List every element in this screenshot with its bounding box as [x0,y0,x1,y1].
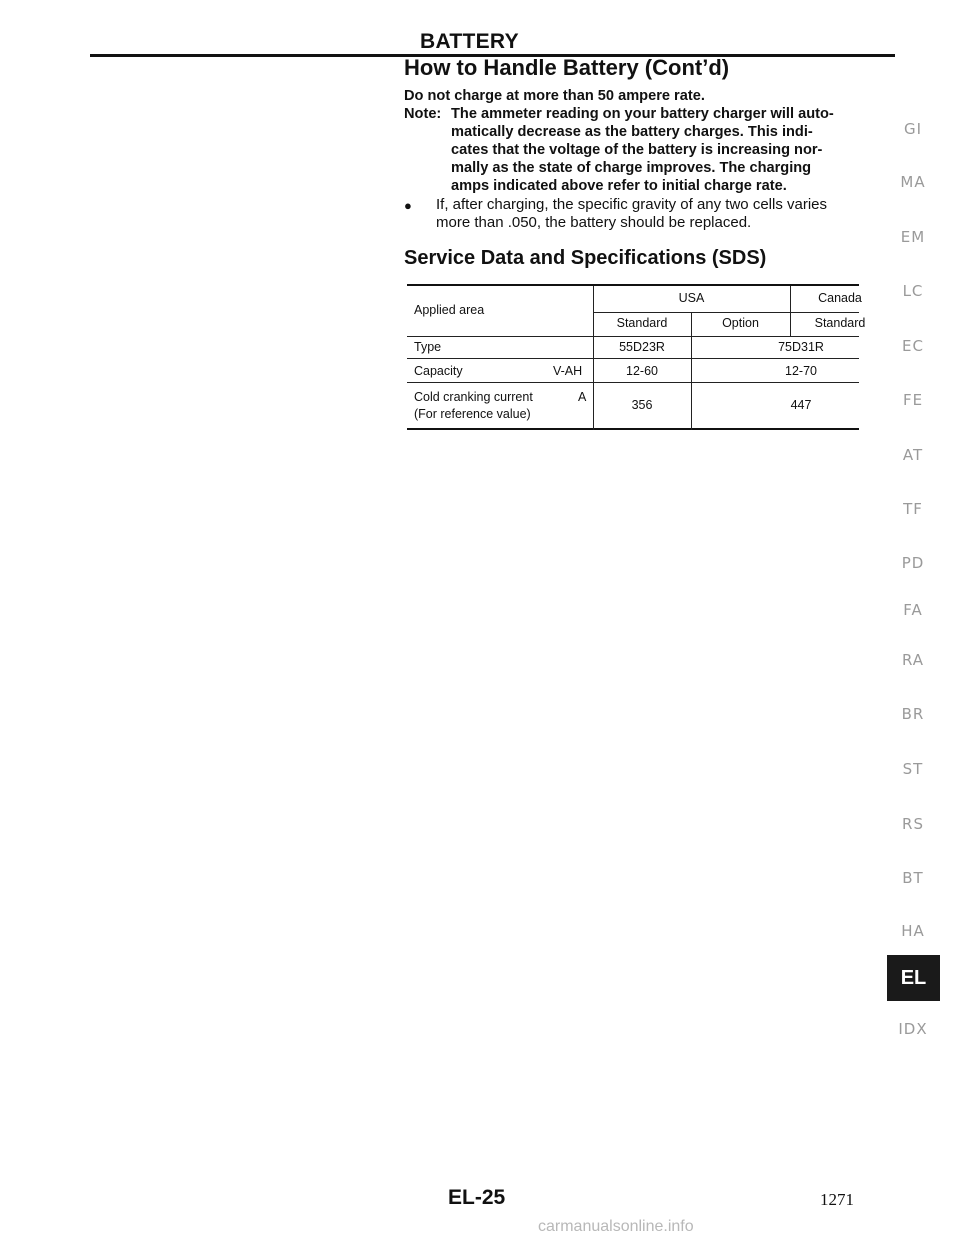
tab-fa[interactable]: FA [903,601,923,619]
row-type-label: Type [414,340,442,354]
bullet-line: more than .050, the battery should be replaced. [436,214,752,231]
table-rule [593,312,859,313]
type-other: 75D31R [778,340,824,354]
type-std: 55D23R [619,340,665,354]
header-applied-area: Applied area [414,303,485,317]
tab-tf[interactable]: TF [903,500,923,518]
table-top-rule [407,284,859,286]
tab-ec[interactable]: EC [902,337,924,355]
tab-br[interactable]: BR [901,705,925,723]
tab-bt[interactable]: BT [902,869,924,887]
bullet-line: If, after charging, the specific gravity of any two cells varies [436,196,828,213]
header-canada-standard: Standard [814,316,866,330]
tab-ha[interactable]: HA [901,922,925,940]
note-line: mally as the state of charge improves. The charging [451,160,812,176]
tab-em[interactable]: EM [900,228,926,246]
row-cranking-note: (For reference value) [414,407,531,421]
tab-gi[interactable]: GI [903,120,923,138]
sds-title: Service Data and Specifications (SDS) [404,247,767,269]
section-title: BATTERY [420,30,519,53]
header-usa: USA [678,291,705,305]
tab-fe[interactable]: FE [902,391,924,409]
header-option: Option [722,316,759,330]
tab-st[interactable]: ST [902,760,924,778]
page-number: 1271 [820,1190,854,1209]
capacity-other: 12-70 [785,364,817,378]
table-rule [407,382,859,383]
tab-ma[interactable]: MA [900,173,926,191]
page-subheading: How to Handle Battery (Cont’d) [404,55,730,80]
capacity-std: 12-60 [626,364,658,378]
page-code: EL-25 [448,1186,506,1209]
tab-rs[interactable]: RS [902,815,924,833]
cranking-std: 356 [631,398,653,412]
header-canada: Canada [818,291,862,305]
tab-el-active[interactable]: EL [887,955,940,1001]
note-label: Note: [404,106,442,122]
watermark: carmanualsonline.info [538,1218,694,1235]
bullet-icon: ● [404,198,412,213]
note-line: The ammeter reading on your battery charger will auto- [451,106,834,122]
charge-warning: Do not charge at more than 50 ampere rate. [404,88,705,104]
header-standard: Standard [616,316,668,330]
cranking-other: 447 [790,398,812,412]
row-cranking-label: Cold cranking current [414,390,533,404]
table-rule [407,336,859,337]
table-rule [407,358,859,359]
note-line: matically decrease as the battery charges. This indi- [451,124,813,140]
note-line: cates that the voltage of the battery is increasing nor- [451,142,823,158]
cranking-unit: A [578,390,587,404]
tab-idx[interactable]: IDX [898,1020,928,1038]
capacity-unit: V-AH [553,364,583,378]
tab-lc[interactable]: LC [902,282,924,300]
tab-ra[interactable]: RA [901,651,925,669]
tab-at[interactable]: AT [902,446,924,464]
tab-pd[interactable]: PD [901,554,925,572]
note-line: amps indicated above refer to initial charge rate. [451,178,787,194]
table-bottom-rule [407,428,859,430]
row-capacity-label: Capacity [414,364,463,378]
